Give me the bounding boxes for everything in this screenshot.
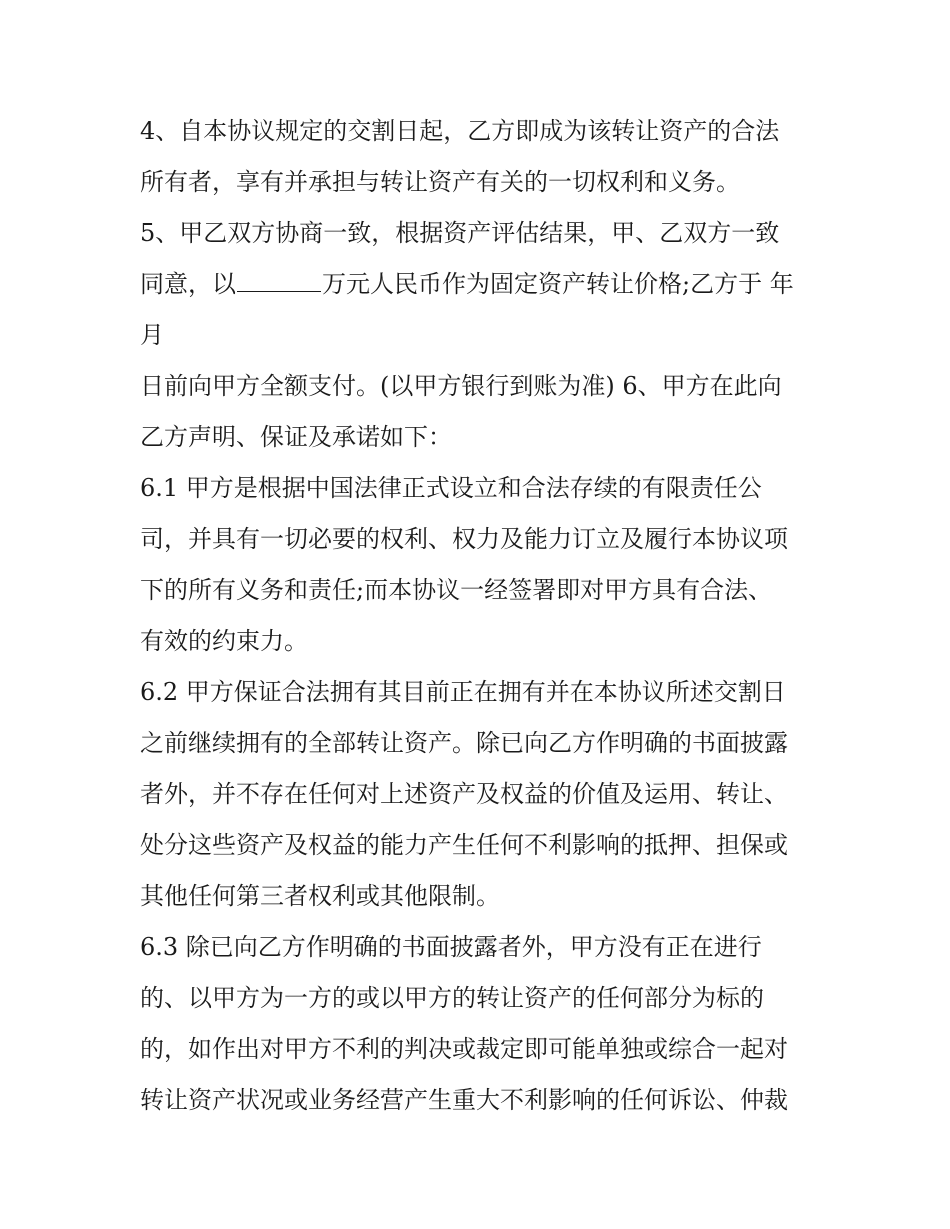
text-line-1: 4、自本协议规定的交割日起，乙方即成为该转让资产的合法 <box>140 117 780 145</box>
text-line-3: 5、甲乙双方协商一致，根据资产评估结果，甲、乙双方一致 <box>140 219 780 247</box>
text-line-9: 司，并具有一切必要的权利、权力及能力订立及履行本协议项 <box>140 525 788 553</box>
text-line-7: 乙方声明、保证及承诺如下： <box>140 423 452 451</box>
text-line-18: 的、以甲方为一方的或以甲方的转让资产的任何部分为标的 <box>140 984 764 1012</box>
text-line-5: 月 <box>140 321 164 349</box>
text-line-4 <box>140 259 820 310</box>
text-line-4-start: 同意，以 <box>140 270 236 298</box>
document-body <box>140 106 820 1126</box>
price-blank-field <box>237 263 321 292</box>
text-line-17: 6.3 除已向乙方作明确的书面披露者外，甲方没有正在进行 <box>140 933 762 961</box>
text-line-19: 的，如作出对甲方不利的判决或裁定即可能单独或综合一起对 <box>140 1035 788 1063</box>
text-line-15: 处分这些资产及权益的能力产生任何不利影响的抵押、担保或 <box>140 831 788 859</box>
text-line-13: 之前继续拥有的全部转让资产。除已向乙方作明确的书面披露 <box>140 729 788 757</box>
text-line-11: 有效的约束力。 <box>140 627 308 655</box>
text-line-8: 6.1 甲方是根据中国法律正式设立和合法存续的有限责任公 <box>140 474 762 502</box>
text-line-14: 者外，并不存在任何对上述资产及权益的价值及运用、转让、 <box>140 780 788 808</box>
text-line-6: 日前向甲方全额支付。(以甲方银行到账为准) 6、甲方在此向 <box>140 372 782 400</box>
text-line-12: 6.2 甲方保证合法拥有其目前正在拥有并在本协议所述交割日 <box>140 678 786 706</box>
text-line-2: 所有者，享有并承担与转让资产有关的一切权利和义务。 <box>140 168 740 196</box>
text-line-10: 下的所有义务和责任;而本协议一经签署即对甲方具有合法、 <box>140 576 773 604</box>
text-line-4-end: 万元人民币作为固定资产转让价格;乙方于 年 <box>322 270 794 298</box>
text-line-20: 转让资产状况或业务经营产生重大不利影响的任何诉讼、仲裁 <box>140 1086 788 1114</box>
text-line-16: 其他任何第三者权利或其他限制。 <box>140 882 500 910</box>
